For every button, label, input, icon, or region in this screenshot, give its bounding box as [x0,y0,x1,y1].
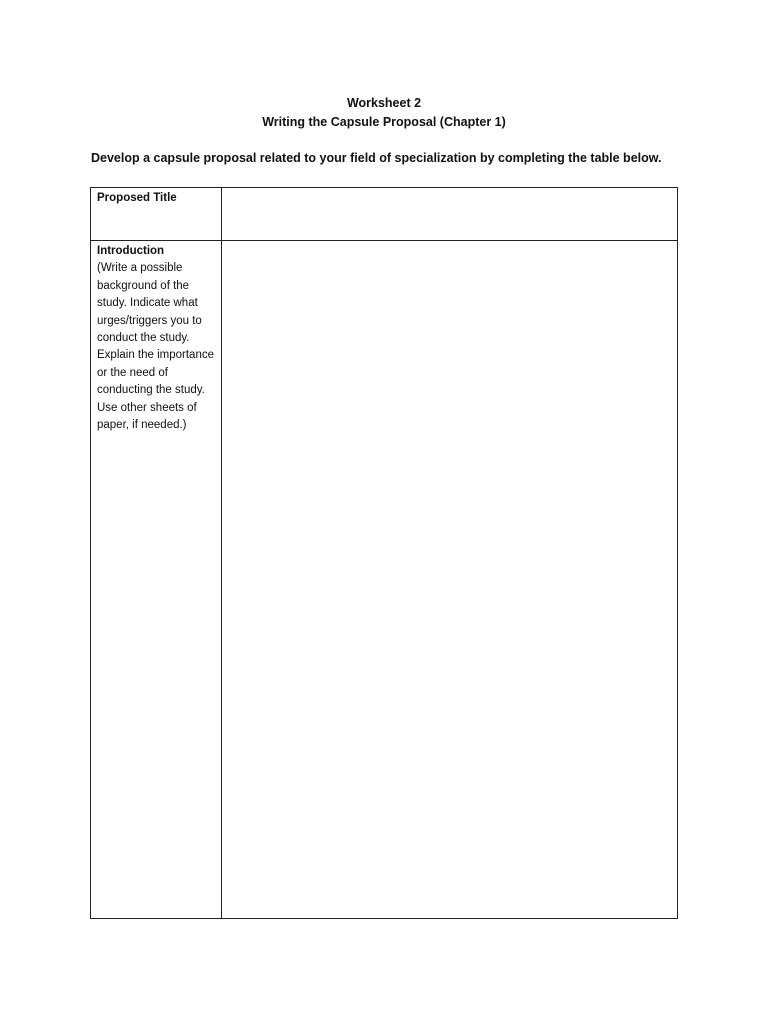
introduction-answer-cell[interactable] [222,241,678,919]
table-row-proposed-title [91,188,678,241]
capsule-proposal-table [90,187,678,919]
introduction-label-cell [91,241,222,919]
instruction-text: Develop a capsule proposal related to your field of specialization by completing the table below. [91,151,662,165]
table-row-introduction [91,241,678,919]
introduction-heading: Introduction [97,245,165,257]
proposed-title-label-cell [91,188,222,241]
proposed-title-answer-cell[interactable] [222,188,678,241]
worksheet-label: Worksheet 2 [346,96,422,110]
worksheet-subtitle: Writing the Capsule Proposal (Chapter 1) [262,115,506,129]
introduction-description: (Write a possible background of the study. Indicate what urges/triggers you to conduct the study. Explain the importance or the need of conducting the study. Use other sheets of paper, if needed.) [97,262,214,432]
proposed-title-heading: Proposed Title [97,192,177,204]
worksheet-header [0,94,768,132]
